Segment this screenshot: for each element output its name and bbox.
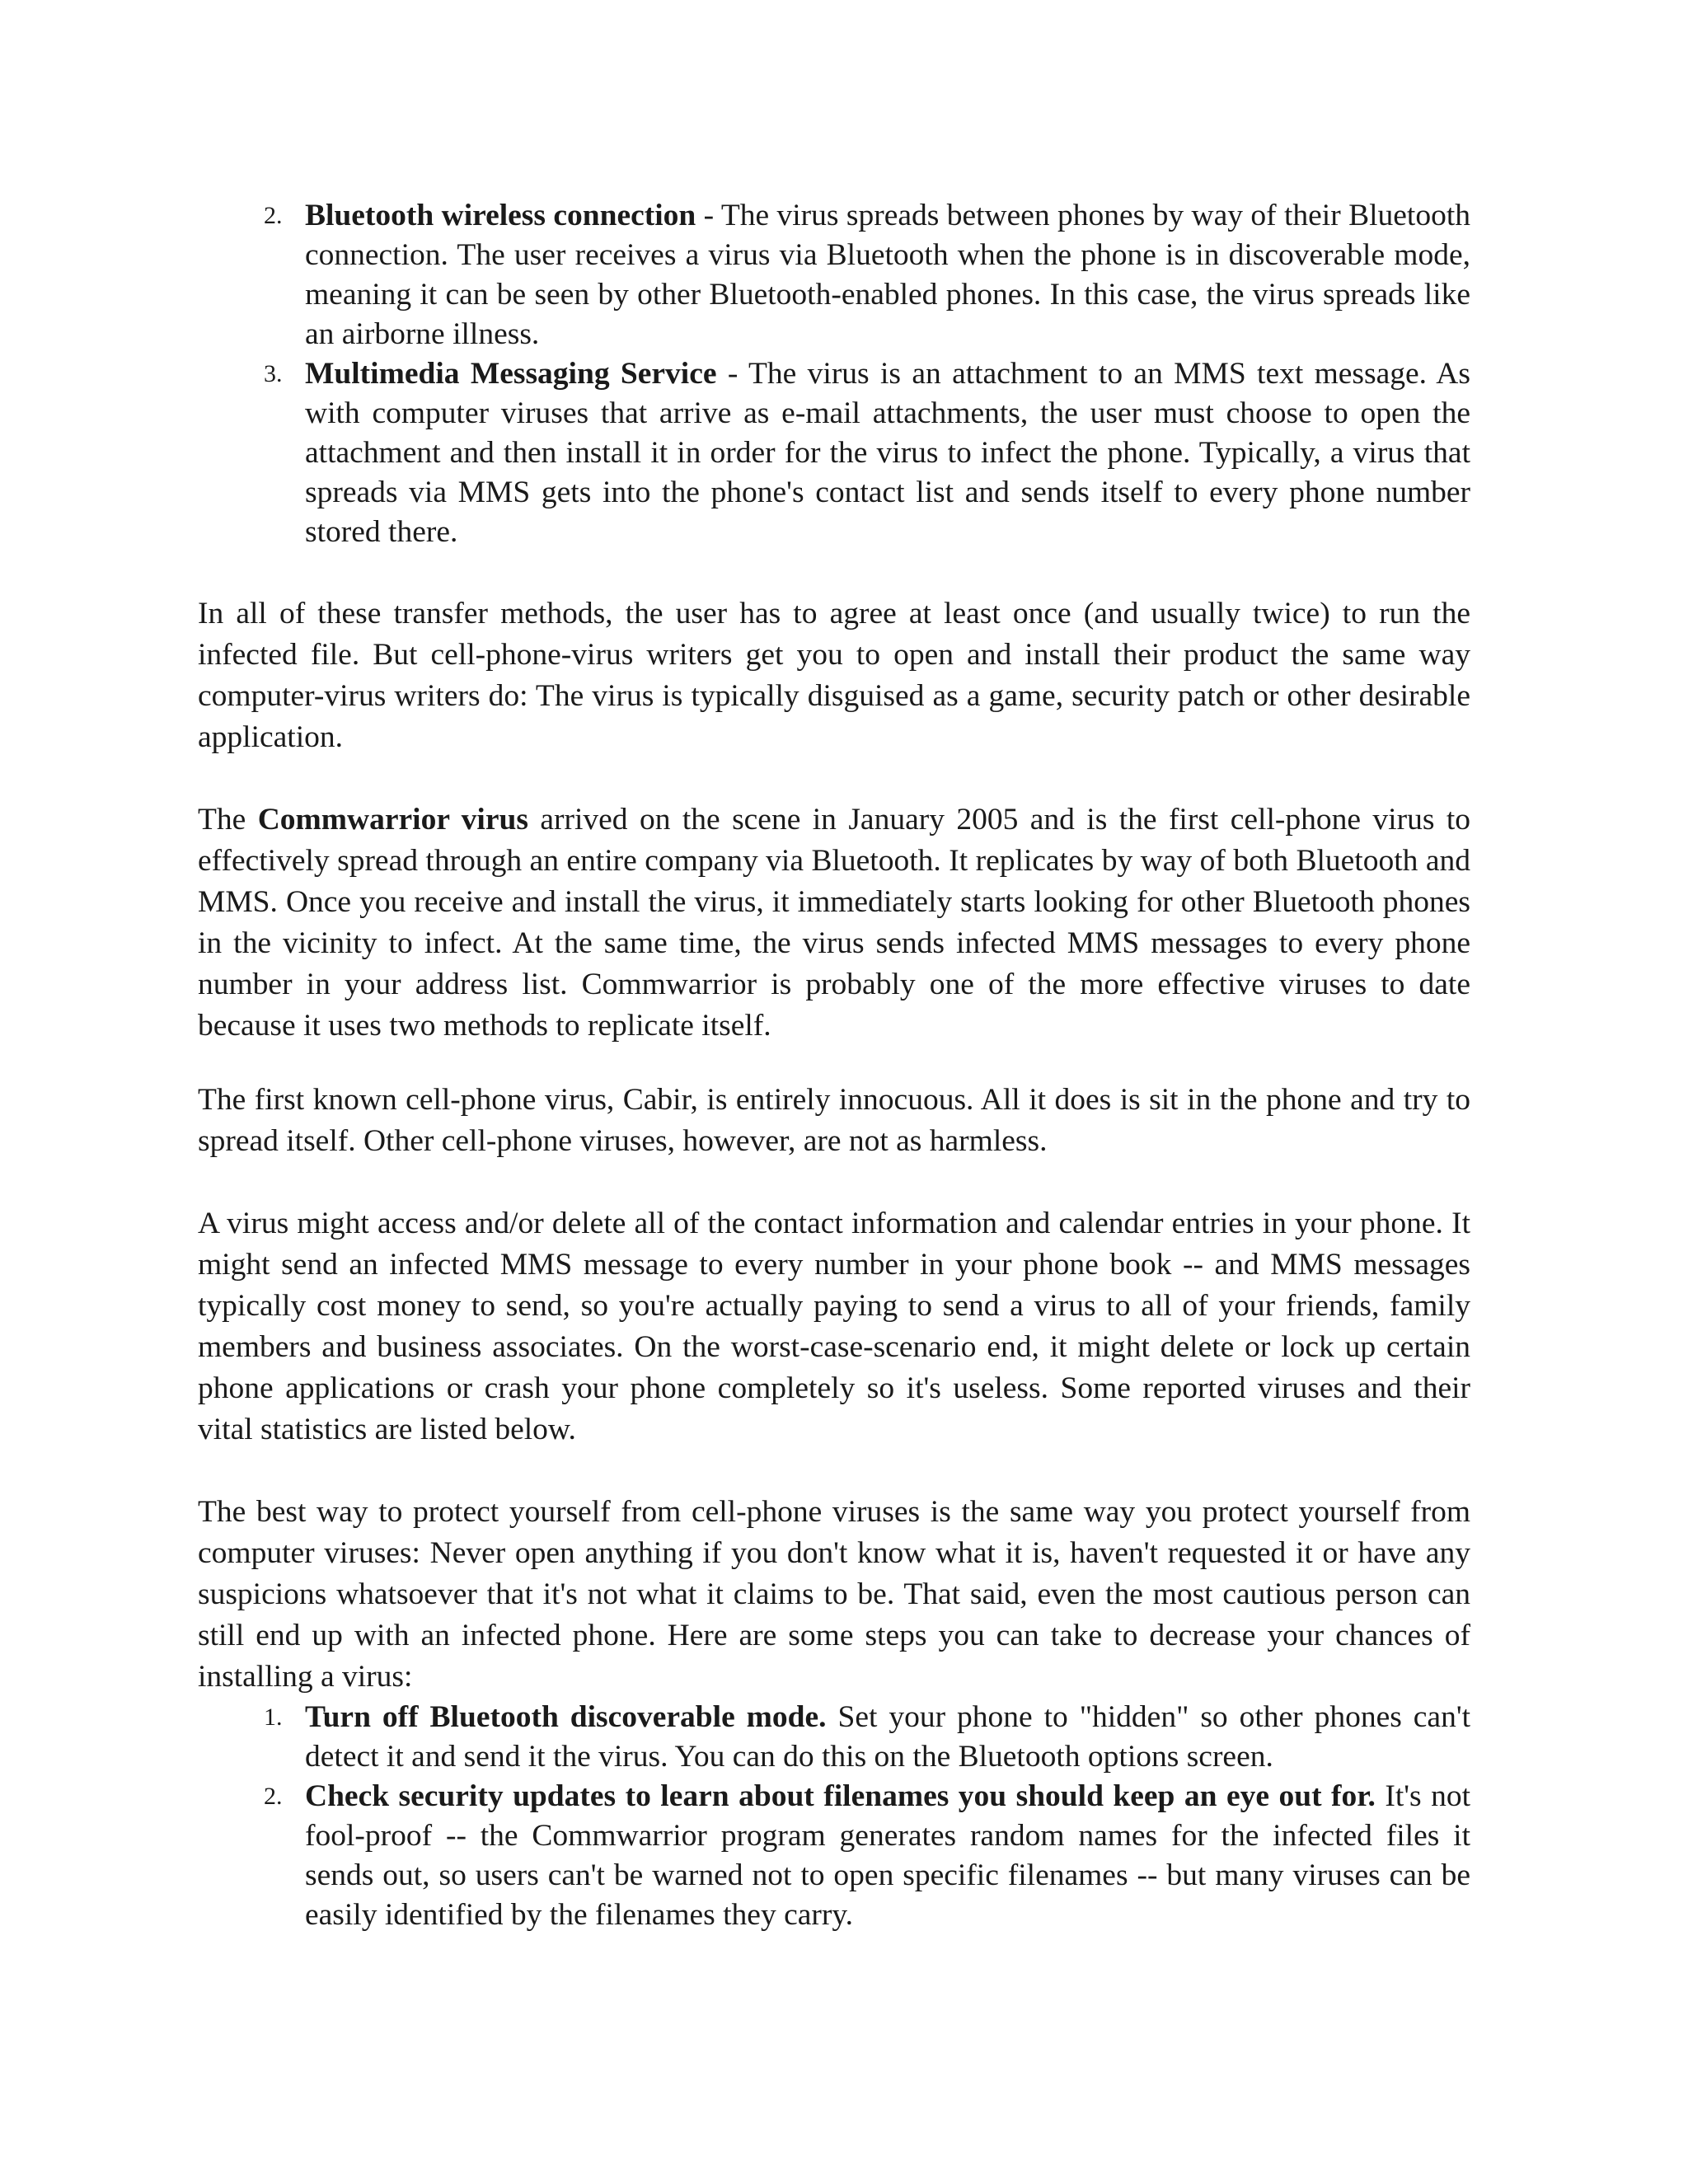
transfer-methods-list — [198, 196, 1470, 552]
paragraph-virus-access: A virus might access and/or delete all of the contact information and calendar entries in your phone. It might send an infected MMS message to every number in your phone book -- and MMS messages typically cost money to send, so you're actually paying to send a virus to all of your friends, family members and business associates. On the worst-case-scenario end, it might delete or lock up certain phone applications or crash your phone completely so it's useless. Some reported viruses and their vital statistics are listed below. — [198, 1207, 1470, 1446]
list-item — [198, 1698, 1470, 1777]
list-item-text: - The virus spreads between phones by way of their Bluetooth connection. The user receives a virus via Bluetooth when the phone is in discoverable mode, meaning it can be seen by other Bluetooth-enabled phones. In this case, the virus spreads like an airborne illness. — [305, 199, 1470, 351]
paragraph-transfer-methods: In all of these transfer methods, the user has to agree at least once (and usually twice) to run the infected file. But cell-phone-virus writers get you to open and install their product the same way computer-virus writers do: The virus is typically disguised as a game, security patch or other desirable application. — [198, 597, 1470, 754]
paragraph-protect: The best way to protect yourself from cell-phone viruses is the same way you protect yourself from computer viruses: Never open anything if you don't know what it is, haven't requested it or have any suspicions whatsoever that it's not what it claims to be. That said, even the most cautious person can still end up with an infected phone. Here are some steps you can take to decrease your chances of installing a virus: — [198, 1495, 1470, 1694]
protection-steps-list — [198, 1698, 1470, 1935]
list-item — [198, 196, 1470, 354]
paragraph-commwarrior — [198, 799, 1470, 1047]
list-item-title: Turn off Bluetooth discoverable mode. — [305, 1700, 827, 1734]
list-item-title: Check security updates to learn about filenames you should keep an eye out for. — [305, 1779, 1376, 1813]
paragraph-prefix: The — [198, 803, 258, 837]
paragraph-cabir: The first known cell-phone virus, Cabir, is entirely innocuous. All it does is sit in the phone and try to spread itself. Other cell-phone viruses, however, are not as harmless. — [198, 1083, 1470, 1158]
list-item — [198, 354, 1470, 552]
paragraph-text: arrived on the scene in January 2005 and is the first cell-phone virus to effectively spread through an entire company via Bluetooth. It replicates by way of both Bluetooth and MMS. Once you receive and install the virus, it immediately starts looking for other Bluetooth phones in the vicinity to infect. At the same time, the virus sends infected MMS messages to every phone number in your address list. Commwarrior is probably one of the more effective viruses to date because it uses two methods to replicate itself. — [198, 803, 1470, 1043]
list-item — [198, 1777, 1470, 1935]
list-item-text: - The virus is an attachment to an MMS text message. As with computer viruses that arrive as e-mail attachments, the user must choose to open the attachment and then install it in order for the virus to infect the phone. Typically, a virus that spreads via MMS gets into the phone's contact list and sends itself to every phone number stored there. — [305, 357, 1470, 549]
list-item-title: Multimedia Messaging Service — [305, 357, 717, 391]
list-number: 2. — [264, 202, 283, 229]
document-page — [198, 196, 1470, 1935]
list-item-text: Set your phone to "hidden" so other phones can't detect it and send it the virus. You can do this on the Bluetooth options screen. — [305, 1700, 1470, 1774]
list-item-text: It's not fool-proof -- the Commwarrior program generates random names for the infected files it sends out, so users can't be warned not to open specific filenames -- but many viruses can be easily identified by the filenames they carry. — [305, 1779, 1470, 1932]
list-number: 1. — [264, 1704, 283, 1731]
list-item-title: Bluetooth wireless connection — [305, 199, 696, 232]
list-number: 2. — [264, 1783, 283, 1810]
paragraph-bold-term: Commwarrior virus — [257, 803, 528, 837]
list-number: 3. — [264, 360, 283, 387]
